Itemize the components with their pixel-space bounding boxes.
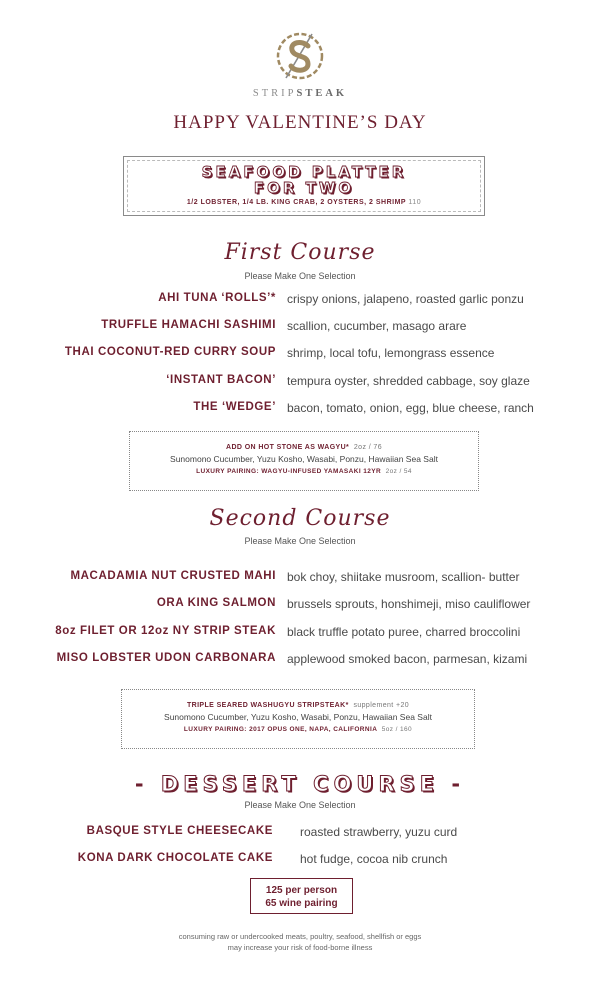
addon-price: 2oz / 76 [353, 444, 382, 451]
item-desc: hot fudge, cocoa nib crunch [300, 852, 448, 866]
health-disclaimer: consuming raw or undercooked meats, poultry, seafood, shellfish or eggs may increase your risk of food-borne illness [178, 932, 422, 952]
item-name: AHI TUNA ‘ROLLS’* [158, 292, 276, 304]
first-course-heading: First Course [224, 240, 376, 265]
addon-title: TRIPLE SEARED WASHUGYU STRIPSTEAK* supplement +20 [186, 702, 410, 709]
menu-item [0, 292, 600, 310]
addon-pairing: LUXURY PAIRING: WAGYU-INFUSED YAMASAKI 12YR 2oz / 54 [196, 468, 412, 475]
item-desc: tempura oyster, shredded cabbage, soy glaze [287, 374, 530, 388]
dessert-course-instruction: Please Make One Selection [244, 800, 356, 810]
second-course-instruction: Please Make One Selection [244, 536, 356, 546]
price-wine-pairing: 65 wine pairing [265, 898, 338, 909]
item-desc: brussels sprouts, honshimeji, miso cauliflower [287, 597, 531, 611]
menu-item [0, 625, 600, 643]
menu-item [0, 852, 600, 870]
item-desc: shrimp, local tofu, lemongrass essence [287, 346, 495, 360]
item-name: MISO LOBSTER UDON CARBONARA [56, 652, 276, 664]
item-name: TRUFFLE HAMACHI SASHIMI [101, 319, 276, 331]
menu-item [0, 319, 600, 337]
second-course-heading: Second Course [209, 506, 391, 531]
price-box [250, 878, 353, 914]
item-name: MACADAMIA NUT CRUSTED MAHI [70, 570, 276, 582]
addon-accompaniments: Sunomono Cucumber, Yuzu Kosho, Wasabi, Ponzu, Hawaiian Sea Salt [170, 454, 438, 464]
item-name: KONA DARK CHOCOLATE CAKE [77, 852, 273, 864]
item-desc: black truffle potato puree, charred broccolini [287, 625, 521, 639]
item-name: ‘INSTANT BACON’ [166, 374, 276, 386]
menu-item [0, 825, 600, 843]
item-desc: scallion, cucumber, masago arare [287, 319, 467, 333]
item-name: THAI COCONUT-RED CURRY SOUP [64, 346, 276, 358]
menu-item [0, 346, 600, 364]
item-desc: applewood smoked bacon, parmesan, kizami [287, 652, 528, 666]
addon-pairing: LUXURY PAIRING: 2017 OPUS ONE, NAPA, CALIFORNIA 5oz / 160 [183, 726, 413, 733]
seafood-platter-box [123, 156, 485, 216]
menu-item [0, 597, 600, 615]
dessert-course-heading: - DESSERT COURSE - [134, 772, 466, 796]
logo [0, 28, 600, 99]
menu-item [0, 401, 600, 419]
first-course-instruction: Please Make One Selection [244, 271, 356, 281]
price-per-person: 125 per person [265, 885, 338, 896]
stripsteak-s-logo-icon [272, 28, 328, 84]
menu-item [0, 570, 600, 588]
item-desc: crispy onions, jalapeno, roasted garlic ponzu [287, 292, 524, 306]
menu-item [0, 374, 600, 392]
platter-price: 110 [408, 199, 422, 206]
item-desc: bacon, tomato, onion, egg, blue cheese, ranch [287, 401, 534, 415]
wagyu-addon-box [129, 431, 479, 491]
item-name: BASQUE STYLE CHEESECAKE [86, 825, 273, 837]
menu-item [0, 652, 600, 670]
washugyu-addon-box [121, 689, 475, 749]
item-name: 8oz FILET OR 12oz NY STRIP STEAK [55, 625, 276, 637]
addon-pairing-price: 2oz / 54 [385, 468, 412, 475]
platter-subtitle: 1/2 LOBSTER, 1/4 LB. KING CRAB, 2 OYSTERS, 2 SHRIMP 110 [186, 199, 422, 206]
item-name: ORA KING SALMON [156, 597, 276, 609]
page-title: HAPPY VALENTINE’S DAY [173, 112, 427, 133]
brand-wordmark: STRIPSTEAK [252, 88, 348, 99]
addon-accompaniments: Sunomono Cucumber, Yuzu Kosho, Wasabi, Ponzu, Hawaiian Sea Salt [164, 712, 432, 722]
addon-price: supplement +20 [353, 702, 410, 709]
addon-pairing-price: 5oz / 160 [381, 726, 413, 733]
item-desc: bok choy, shiitake musroom, scallion- butter [287, 570, 520, 584]
addon-title: ADD ON HOT STONE AS WAGYU* 2oz / 76 [226, 444, 382, 451]
item-name: THE ‘WEDGE’ [193, 401, 276, 413]
item-desc: roasted strawberry, yuzu curd [300, 825, 458, 839]
platter-title: SEAFOOD PLATTER FOR TWO [201, 163, 407, 197]
